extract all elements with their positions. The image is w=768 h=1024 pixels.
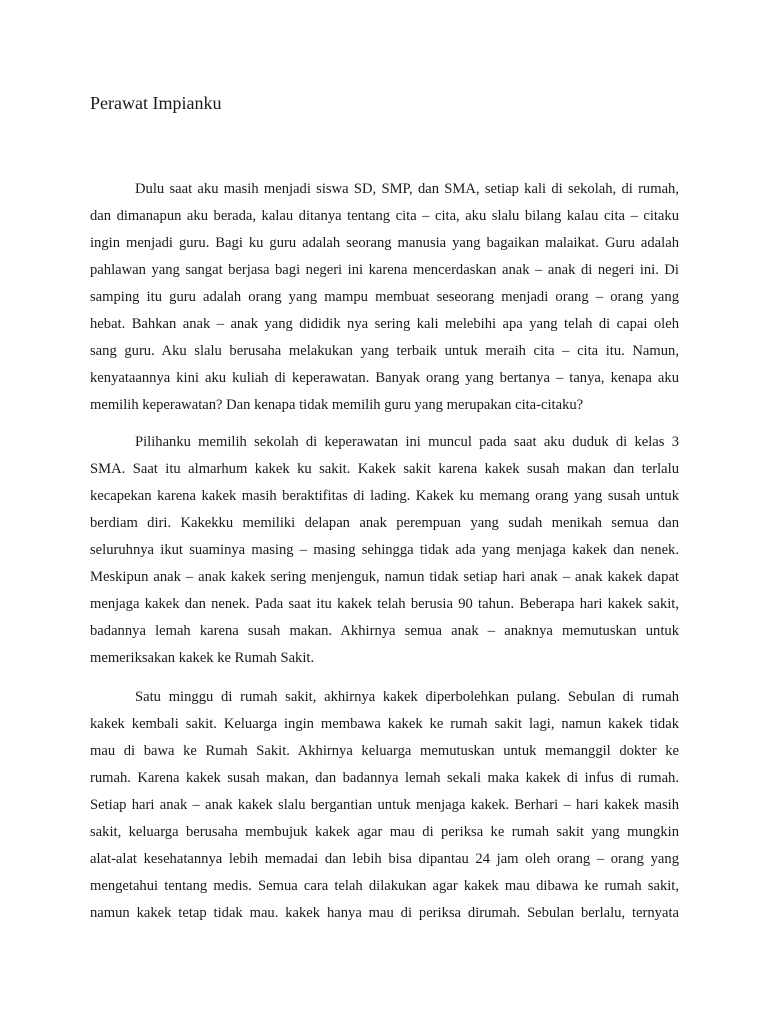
text-line: sakit, keluarga berusaha membujuk kakek agar mau di periksa ke rumah sakit yang mungkin	[90, 824, 679, 840]
text-line: Meskipun anak – anak kakek sering menjenguk, namun tidak setiap hari anak – anak kakek dapat	[90, 569, 679, 585]
text-line: seluruhnya ikut suaminya masing – masing sehingga tidak ada yang menjaga kakek dan nenek.	[90, 542, 679, 558]
text-line: sang guru. Aku slalu berusaha melakukan yang terbaik untuk meraih cita – cita itu. Namun,	[90, 343, 679, 359]
text-line: samping itu guru adalah orang yang mampu membuat seseorang menjadi orang – orang yang	[90, 289, 679, 305]
text-line: berdiam diri. Kakekku memiliki delapan anak perempuan yang sudah menikah semua dan	[90, 515, 679, 531]
text-line: ingin menjadi guru. Bagi ku guru adalah seorang manusia yang bagaikan malaikat. Guru adalah	[90, 235, 679, 251]
text-line: Dulu saat aku masih menjadi siswa SD, SMP, dan SMA, setiap kali di sekolah, di rumah,	[135, 181, 679, 197]
paragraph-1	[90, 176, 679, 419]
text-line: hebat. Bahkan anak – anak yang dididik nya sering kali melebihi apa yang telah di capai oleh	[90, 316, 679, 332]
text-line: namun kakek tetap tidak mau. kakek hanya mau di periksa dirumah. Sebulan berlalu, ternyata	[90, 905, 679, 921]
text-line: kecapekan karena kakek masih beraktifitas di lading. Kakek ku memang orang yang susah untuk	[90, 488, 679, 504]
text-line: badannya lemah karena susah makan. Akhirnya semua anak – anaknya memutuskan untuk	[90, 623, 679, 639]
text-line: mau di bawa ke Rumah Sakit. Akhirnya keluarga memutuskan untuk memanggil dokter ke	[90, 743, 679, 759]
paragraph-2	[90, 429, 679, 672]
text-line: Satu minggu di rumah sakit, akhirnya kakek diperbolehkan pulang. Sebulan di rumah	[135, 689, 679, 705]
text-line: SMA. Saat itu almarhum kakek ku sakit. Kakek sakit karena kakek susah makan dan terlalu	[90, 461, 679, 477]
text-line: alat-alat kesehatannya lebih memadai dan lebih bisa dipantau 24 jam oleh orang – orang yang	[90, 851, 679, 867]
document-title: Perawat Impianku	[90, 93, 222, 113]
text-line: rumah. Karena kakek susah makan, dan badannya lemah sekali maka kakek di infus di rumah.	[90, 770, 679, 786]
text-line: memilih keperawatan? Dan kenapa tidak memilih guru yang merupakan cita-citaku?	[90, 397, 584, 413]
text-line: memeriksakan kakek ke Rumah Sakit.	[90, 650, 315, 666]
text-line: kakek kembali sakit. Keluarga ingin membawa kakek ke rumah sakit lagi, namun kakek tidak	[90, 716, 679, 732]
text-line: mengetahui tentang medis. Semua cara telah dilakukan agar kakek mau dibawa ke rumah sakit,	[90, 878, 679, 894]
text-line: pahlawan yang sangat berjasa bagi negeri ini karena mencerdaskan anak – anak di negeri ini. Di	[90, 262, 679, 278]
paragraph-3	[90, 684, 679, 927]
text-line: Pilihanku memilih sekolah di keperawatan ini muncul pada saat aku duduk di kelas 3	[135, 434, 679, 450]
text-line: menjaga kakek dan nenek. Pada saat itu kakek telah berusia 90 tahun. Beberapa hari kakek sakit,	[90, 596, 679, 612]
text-line: kenyataannya kini aku kuliah di keperawatan. Banyak orang yang bertanya – tanya, kenapa aku	[90, 370, 679, 386]
text-line: dan dimanapun aku berada, kalau ditanya tentang cita – cita, aku slalu bilang kalau cita – citaku	[90, 208, 679, 224]
text-line: Setiap hari anak – anak kakek slalu bergantian untuk menjaga kakek. Berhari – hari kakek masih	[90, 797, 679, 813]
